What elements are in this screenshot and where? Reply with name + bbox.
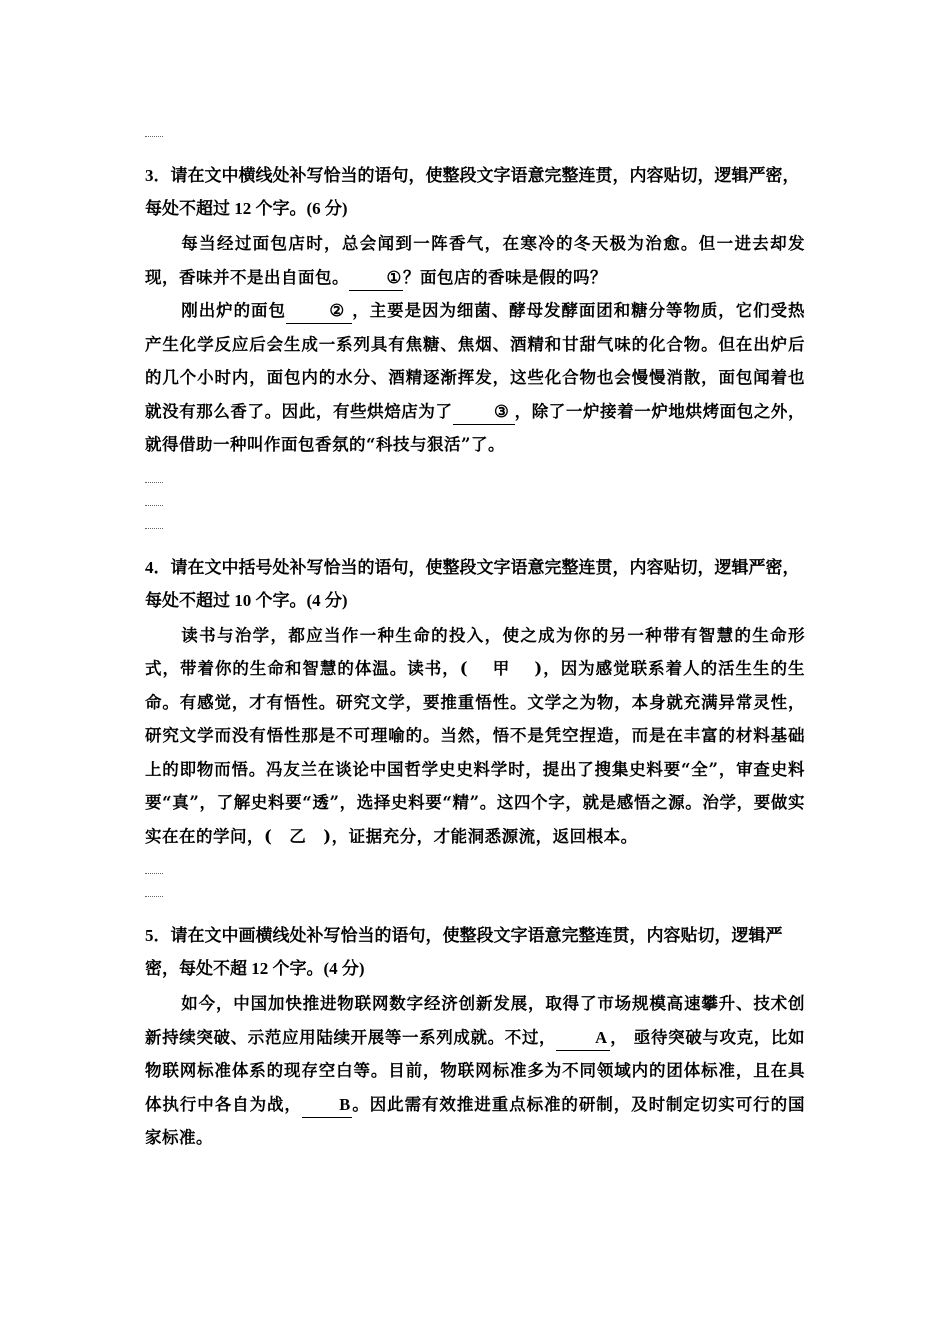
q5-text: 。因此需有效推进重点标准的研制，及时制定切实可行的国家标准。 bbox=[145, 1094, 806, 1147]
blank-2[interactable]: ② bbox=[286, 299, 352, 324]
question-4 bbox=[145, 551, 805, 854]
dotted-separator bbox=[145, 873, 163, 874]
dotted-separator bbox=[145, 136, 163, 137]
dotted-separator bbox=[145, 482, 163, 483]
blank-1[interactable]: ① bbox=[349, 266, 403, 291]
dotted-separator bbox=[145, 528, 163, 529]
question-3-heading: 3．请在文中横线处补写恰当的语句，使整段文字语意完整连贯，内容贴切，逻辑严密，每处不超过 12 个字。(6 分) bbox=[145, 166, 800, 218]
blank-b[interactable]: B bbox=[302, 1093, 352, 1118]
question-5-heading: 5．请在文中画横线处补写恰当的语句，使整段文字语意完整连贯，内容贴切，逻辑严密，每处不超 12 个字。(4 分) bbox=[145, 926, 783, 978]
q5-text: 如今，中国加快推进物联网数字经济创新发展，取得了市场规模高速攀升、技术创新持续突破、示范应用陆续开展等一系列成就。不过， bbox=[145, 994, 805, 1047]
question-3 bbox=[145, 159, 805, 462]
dotted-separator bbox=[145, 505, 163, 506]
q3-text: 每当经过面包店时，总会闻到一阵香气，在寒冷的冬天极为治愈。但一进去却发现，香味并不是出自面包。 bbox=[145, 234, 805, 287]
document-page bbox=[145, 128, 805, 1175]
question-3-paragraph-2 bbox=[145, 294, 805, 462]
q3-text: 刚出炉的面包 bbox=[181, 301, 286, 320]
question-3-paragraph-1 bbox=[145, 227, 805, 294]
dotted-separator bbox=[145, 896, 163, 897]
question-5-paragraph bbox=[145, 987, 805, 1155]
question-5 bbox=[145, 919, 805, 1155]
question-4-paragraph: 读书与治学，都应当作一种生命的投入，使之成为你的另一种带有智慧的生命形式，带着你的生命和智慧的体温。读书，( 甲 )，因为感觉联系着人的活生生的生命。有感觉，才有悟性。研究文学，要推重悟性。文学之为物，本身就充满异常灵性，研究文学而没有悟性那是不可理喻的。当然，悟不是凭空捏造，而是在丰富的材料基础上的即物而悟。冯友兰在谈论中国哲学史史料学时，提出了搜集史料要“全”，审查史料要“真”，了解史料要“透”，选择史料要“精”。这四个字，就是感悟之源。治学，要做实实在在的学问，( 乙 )，证据充分，才能洞悉源流，返回根本。 bbox=[145, 625, 805, 846]
q3-text: ，除了一炉接着一炉地烘烤面包之外，就得借助一种叫作面包香氛的“科技与狠活”了。 bbox=[145, 401, 806, 454]
blank-3[interactable]: ③ bbox=[453, 400, 515, 425]
q3-text: ？面包店的香味是假的吗？ bbox=[403, 267, 607, 287]
blank-a[interactable]: A bbox=[556, 1026, 610, 1051]
q3-text: ，主要是因为细菌、酵母发酵面团和糖分等物质，它们受热产生化学反应后会生成一系列具有焦糖、焦烟、酒精和甘甜气味的化合物。但在出炉后的几个小时内，面包内的水分、酒精逐渐挥发，这些化合物也会慢慢消散，面包闻着也就没有那么香了。因此，有些烘焙店为了 bbox=[145, 301, 806, 421]
q5-text: ， 亟待突破与攻克，比如物联网标准体系的现存空白等。目前，物联网标准多为不同领域内的团体标准，且在具体执行中各自为战， bbox=[145, 1027, 805, 1114]
question-4-heading: 4．请在文中括号处补写恰当的语句，使整段文字语意完整连贯，内容贴切，逻辑严密，每处不超过 10 个字。(4 分) bbox=[145, 557, 800, 610]
